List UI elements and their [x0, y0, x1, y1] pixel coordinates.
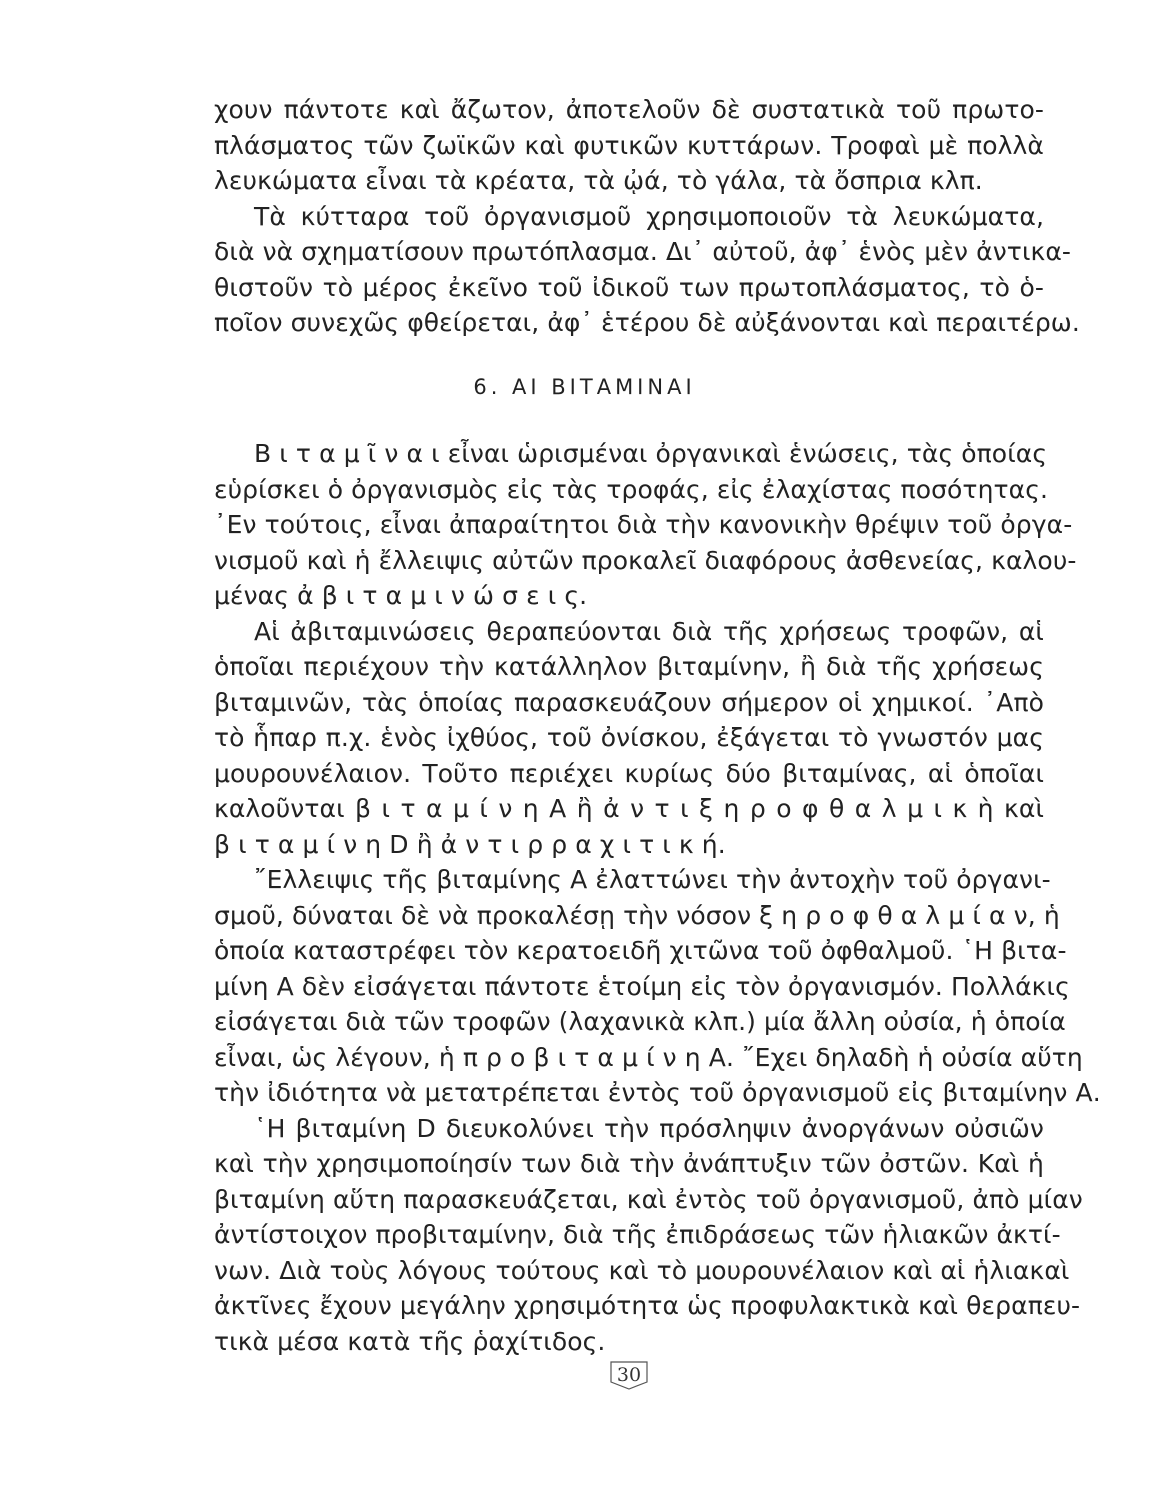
text-line: ῎Ελλειψις τῆς βιταμίνης Α ἐλαττώνει τὴν ἀντοχὴν τοῦ ὀργανι-: [254, 865, 1051, 894]
text-line: καλοῦνται β ι τ α μ ί ν η Α ἢ ἀ ν τ ι ξ η ρ ο φ θ α λ μ ι κ ὴ καὶ: [214, 794, 1044, 823]
page-number-label: 30: [616, 1364, 642, 1386]
text-line: ὁποία καταστρέφει τὸν κερατοειδῆ χιτῶνα τοῦ ὀφθαλμοῦ. ῾Η βιτα-: [214, 936, 1067, 965]
text-line: θιστοῦν τὸ μέρος ἐκεῖνο τοῦ ἰδικοῦ των πρωτοπλάσματος, τὸ ὁ-: [214, 272, 1044, 302]
paragraph-block-proteins: [214, 92, 1080, 341]
text-line: διὰ νὰ σχηματίσουν πρωτόπλασμα. Δι᾽ αὐτοῦ, ἀφ᾽ ἑνὸς μὲν ἀντικα-: [214, 237, 1072, 266]
section-heading: 6. ΑΙ ΒΙΤΑΜΙΝΑΙ: [473, 375, 696, 399]
text-line: καὶ τὴν χρησιμοποίησίν των διὰ τὴν ἀνάπτυξιν τῶν ὀστῶν. Καὶ ἡ: [214, 1149, 1044, 1178]
page-number: [609, 1360, 649, 1390]
text-line: ποῖον συνεχῶς φθείρεται, ἀφ᾽ ἑτέρου δὲ αὐξάνονται καὶ περαιτέρω.: [214, 308, 1080, 337]
text-line: εἶναι, ὡς λέγουν, ἡ π ρ ο β ι τ α μ ί ν η Α. ῎Εχει δηλαδὴ ἡ οὐσία αὕτη: [214, 1042, 1083, 1072]
text-line: ῾Η βιταμίνη D διευκολύνει τὴν πρόσληψιν ἀνοργάνων οὐσιῶν: [254, 1113, 1044, 1143]
text-line: τὸ ἧπαρ π.χ. ἑνὸς ἰχθύος, τοῦ ὀνίσκου, ἐξάγεται τὸ γνωστόν μας: [214, 723, 1044, 752]
text-line: ὁποῖαι περιέχουν τὴν κατάλληλον βιταμίνην, ἢ διὰ τῆς χρήσεως: [214, 652, 1044, 681]
paragraph-block-vitamins: [214, 436, 1101, 1359]
text-line: ἀντίστοιχον προβιταμίνην, διὰ τῆς ἐπιδράσεως τῶν ἡλιακῶν ἀκτί-: [214, 1220, 1061, 1249]
text-line: εὑρίσκει ὁ ὀργανισμὸς εἰς τὰς τροφάς, εἰς ἐλαχίστας ποσότητας.: [214, 474, 1049, 504]
text-line: τὴν ἰδιότητα νὰ μετατρέπεται ἐντὸς τοῦ ὀργανισμοῦ εἰς βιταμίνην Α.: [214, 1078, 1101, 1107]
text-line: βιταμινῶν, τὰς ὁποίας παρασκευάζουν σήμερον οἱ χημικοί. ᾽Απὸ: [214, 687, 1044, 717]
text-line: μένας ἀ β ι τ α μ ι ν ώ σ ε ι ς.: [214, 581, 588, 610]
text-line: σμοῦ, δύναται δὲ νὰ προκαλέσῃ τὴν νόσον ξ η ρ ο φ θ α λ μ ί α ν, ἡ: [214, 900, 1060, 930]
text-line: μίνη Α δὲν εἰσάγεται πάντοτε ἑτοίμη εἰς τὸν ὀργανισμόν. Πολλάκις: [214, 971, 1070, 1001]
text-line: χουν πάντοτε καὶ ἄζωτον, ἀποτελοῦν δὲ συστατικὰ τοῦ πρωτο-: [214, 95, 1044, 124]
text-line: νισμοῦ καὶ ἡ ἔλλειψις αὐτῶν προκαλεῖ διαφόρους ἀσθενείας, καλου-: [214, 545, 1077, 575]
text-line: τικὰ μέσα κατὰ τῆς ῥαχίτιδος.: [214, 1326, 606, 1356]
text-line: ἀκτῖνες ἔχουν μεγάλην χρησιμότητα ὡς προφυλακτικὰ καὶ θεραπευ-: [214, 1291, 1081, 1320]
text-line: ᾽Εν τούτοις, εἶναι ἀπαραίτητοι διὰ τὴν κανονικὴν θρέψιν τοῦ ὀργα-: [214, 510, 1073, 539]
text-line: Τὰ κύτταρα τοῦ ὀργανισμοῦ χρησιμοποιοῦν τὰ λευκώματα,: [254, 201, 1044, 231]
text-line: Β ι τ α μ ῖ ν α ι εἶναι ὡρισμέναι ὀργανικαὶ ἑνώσεις, τὰς ὁποίας: [254, 439, 1048, 468]
text-line: Αἱ ἀβιταμινώσεις θεραπεύονται διὰ τῆς χρήσεως τροφῶν, αἱ: [254, 616, 1044, 646]
text-line: εἰσάγεται διὰ τῶν τροφῶν (λαχανικὰ κλπ.) μία ἄλλη οὐσία, ἡ ὁποία: [214, 1007, 1066, 1036]
text-line: βιταμίνη αὕτη παρασκευάζεται, καὶ ἐντὸς τοῦ ὀργανισμοῦ, ἀπὸ μίαν: [214, 1184, 1083, 1214]
text-line: μουρουνέλαιον. Τοῦτο περιέχει κυρίως δύο βιταμίνας, αἱ ὁποῖαι: [214, 758, 1044, 788]
text-line: πλάσματος τῶν ζωϊκῶν καὶ φυτικῶν κυττάρων. Τροφαὶ μὲ πολλὰ: [214, 130, 1044, 160]
text-line: νων. Διὰ τοὺς λόγους τούτους καὶ τὸ μουρουνέλαιον καὶ αἱ ἡλιακαὶ: [214, 1255, 1070, 1285]
text-line: β ι τ α μ ί ν η D ἢ ἀ ν τ ι ρ ρ α χ ι τ ι κ ή.: [214, 829, 726, 859]
text-line: λευκώματα εἶναι τὰ κρέατα, τὰ ᾠά, τὸ γάλα, τὰ ὄσπρια κλπ.: [214, 166, 983, 195]
